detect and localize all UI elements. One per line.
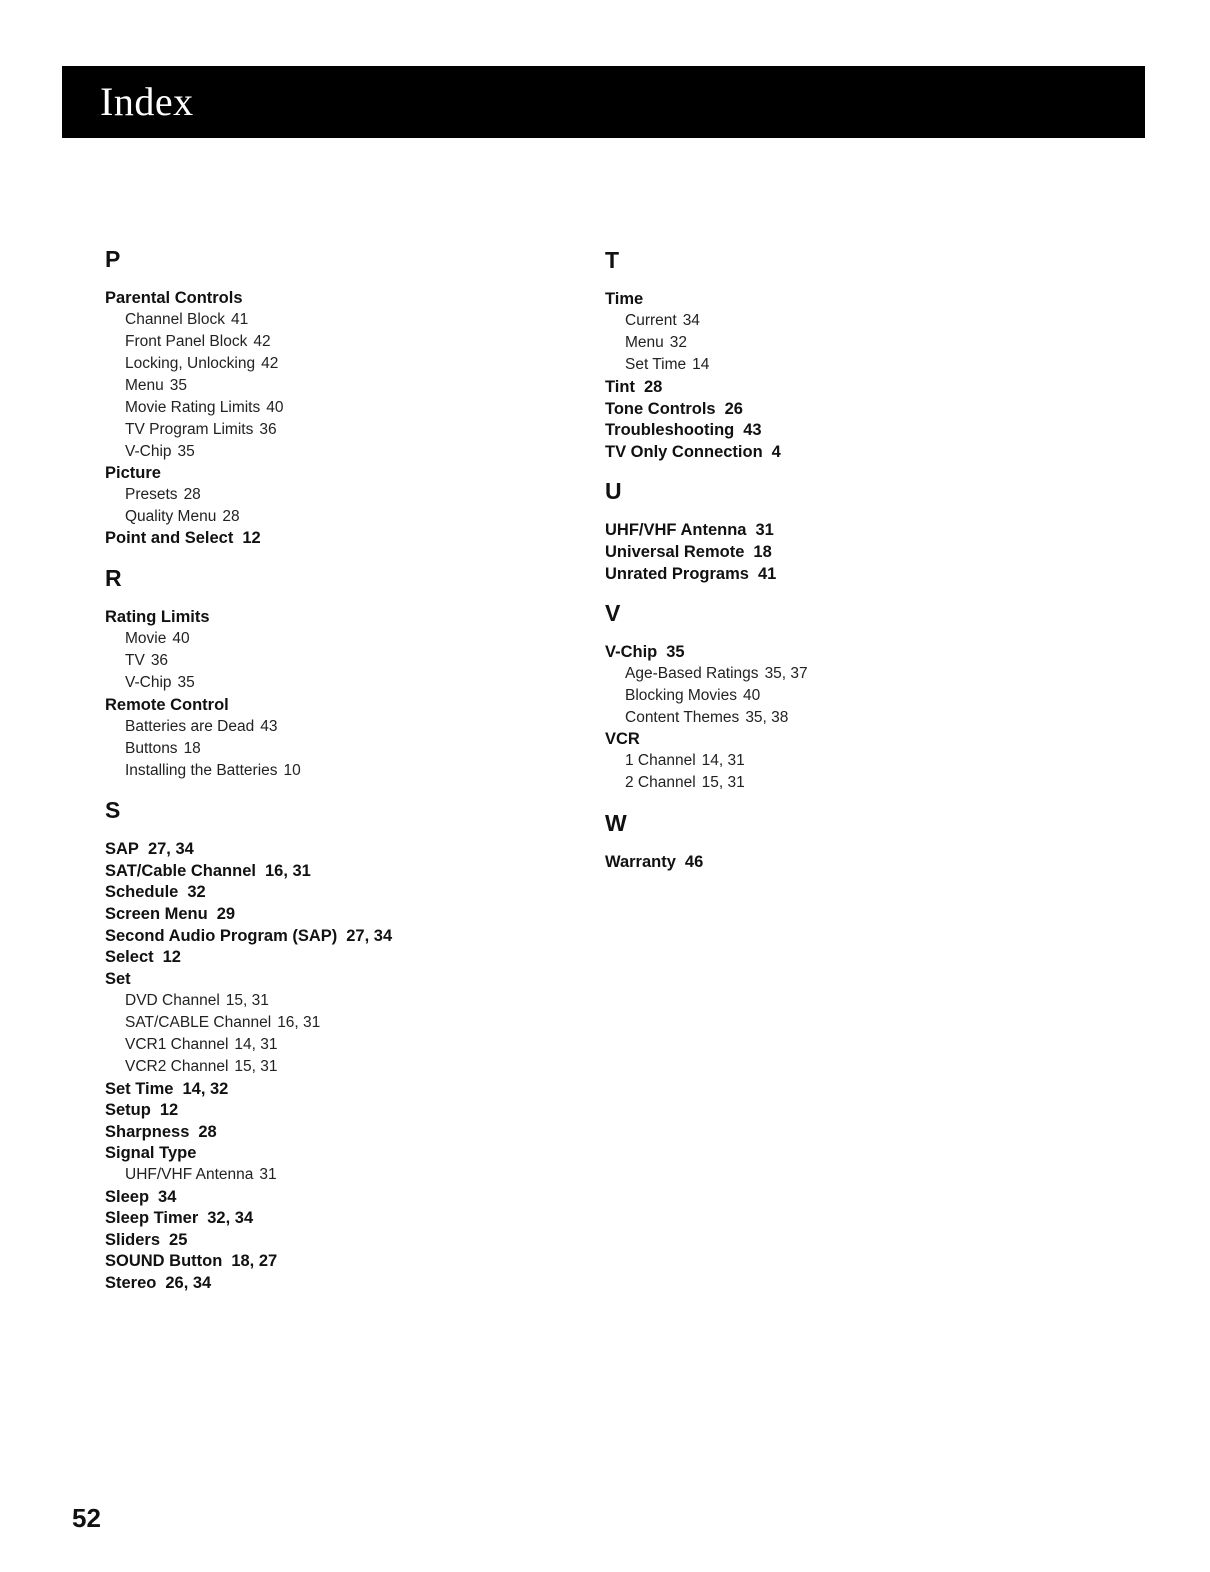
index-entry: Point and Select 12 (105, 529, 261, 547)
index-subentry: Batteries are Dead 43 (125, 718, 278, 735)
index-entry: Universal Remote 18 (605, 543, 772, 561)
section-letter-v: V (605, 600, 621, 626)
index-entry: Rating Limits (105, 608, 210, 626)
index-subentry: Menu 35 (125, 377, 188, 394)
index-subentry: Buttons 18 (125, 740, 201, 757)
index-subentry: Locking, Unlocking 42 (125, 355, 279, 372)
index-subentry: 2 Channel 15, 31 (625, 774, 745, 791)
index-entry: Screen Menu 29 (105, 905, 236, 923)
index-subentry: V-Chip 35 (125, 443, 195, 460)
index-entry: Parental Controls (105, 289, 243, 307)
index-subentry: Installing the Batteries 10 (125, 762, 301, 779)
index-entry: Stereo 26, 34 (105, 1274, 212, 1292)
index-subentry: Presets 28 (125, 486, 201, 503)
page-title: Index (100, 79, 194, 124)
section-letter-s: S (105, 797, 121, 823)
index-entry: Select 12 (105, 948, 181, 966)
index-subentry: Age-Based Ratings 35, 37 (625, 665, 808, 682)
header-bar (62, 66, 1145, 138)
section-letter-w: W (605, 810, 627, 836)
index-subentry: Content Themes 35, 38 (625, 709, 789, 726)
index-entry: SAT/Cable Channel 16, 31 (105, 862, 311, 880)
index-entry: Sleep Timer 32, 34 (105, 1209, 254, 1227)
index-entry: Sliders 25 (105, 1231, 188, 1249)
index-entry: Tone Controls 26 (605, 400, 743, 418)
section-letter-t: T (605, 247, 620, 273)
index-entry: Sleep 34 (105, 1188, 177, 1206)
section-letter-p: P (105, 246, 121, 272)
index-subentry: Set Time 14 (625, 356, 710, 373)
index-subentry: Current 34 (625, 312, 700, 329)
index-entry: Set (105, 970, 131, 988)
index-entry: Signal Type (105, 1144, 197, 1162)
index-entry: SAP 27, 34 (105, 840, 194, 858)
index-entry: Setup 12 (105, 1101, 179, 1119)
index-entry: Warranty 46 (605, 853, 704, 871)
index-subentry: V-Chip 35 (125, 674, 195, 691)
index-subentry: Movie 40 (125, 630, 190, 647)
index-entry: Picture (105, 464, 161, 482)
index-entry: Tint 28 (605, 378, 663, 396)
page-number: 52 (72, 1503, 101, 1533)
index-subentry: UHF/VHF Antenna 31 (125, 1166, 277, 1183)
index-entry: VCR (605, 730, 640, 748)
index-subentry: DVD Channel 15, 31 (125, 992, 269, 1009)
index-subentry: Channel Block 41 (125, 311, 249, 328)
index-subentry: Quality Menu 28 (125, 508, 240, 525)
index-subentry: SAT/CABLE Channel 16, 31 (125, 1014, 321, 1031)
index-entry: Remote Control (105, 696, 229, 714)
index-entry: Time (605, 290, 644, 308)
index-subentry: VCR1 Channel 14, 31 (125, 1036, 278, 1053)
index-subentry: VCR2 Channel 15, 31 (125, 1058, 278, 1075)
index-subentry: Movie Rating Limits 40 (125, 399, 284, 416)
section-letter-r: R (105, 565, 122, 591)
index-subentry: 1 Channel 14, 31 (625, 752, 745, 769)
index-entry: Set Time 14, 32 (105, 1080, 229, 1098)
index-entry: Second Audio Program (SAP) 27, 34 (105, 927, 393, 945)
index-subentry: TV Program Limits 36 (125, 421, 277, 438)
index-entry: Unrated Programs 41 (605, 565, 777, 583)
index-entry: Troubleshooting 43 (605, 421, 762, 439)
index-subentry: Menu 32 (625, 334, 688, 351)
section-letter-u: U (605, 478, 622, 504)
index-subentry: Blocking Movies 40 (625, 687, 761, 704)
index-entry: UHF/VHF Antenna 31 (605, 521, 774, 539)
index-entry: V-Chip 35 (605, 643, 685, 661)
index-entry: Schedule 32 (105, 883, 206, 901)
index-entry: TV Only Connection 4 (605, 443, 781, 461)
index-subentry: Front Panel Block 42 (125, 333, 271, 350)
index-entry: SOUND Button 18, 27 (105, 1252, 278, 1270)
index-subentry: TV 36 (125, 652, 169, 669)
index-entry: Sharpness 28 (105, 1123, 217, 1141)
